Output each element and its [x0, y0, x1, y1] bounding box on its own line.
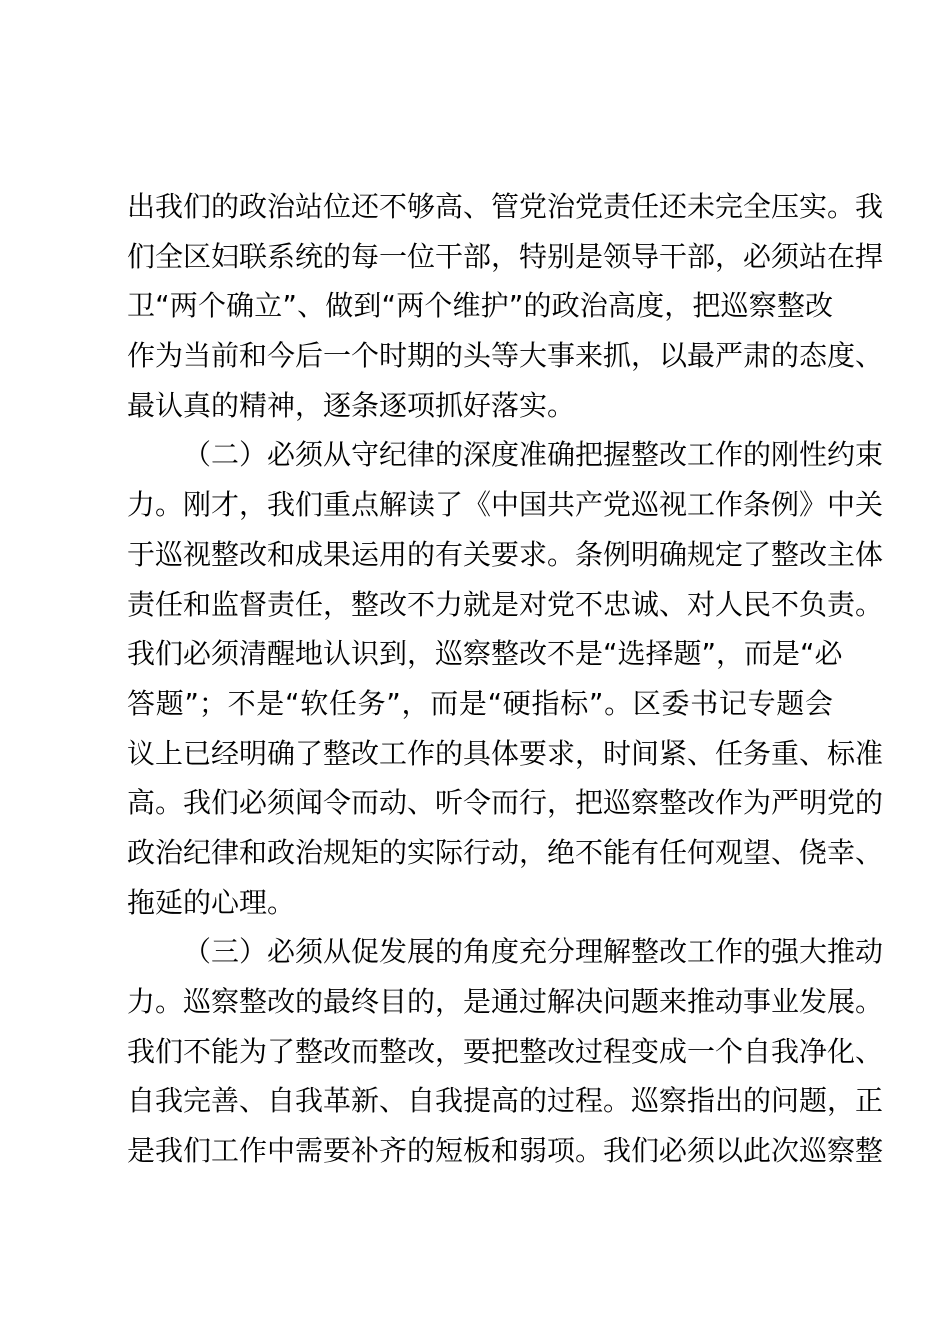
- text-line: 卫“两个确立”、做到“两个维护”的政治高度，把巡察整改: [127, 289, 833, 323]
- text-line: 高。我们必须闻令而动、听令而行，把巡察整改作为严明党的: [127, 786, 884, 820]
- text-line: 于巡视整改和成果运用的有关要求。条例明确规定了整改主体: [127, 537, 884, 571]
- text-line: 议上已经明确了整改工作的具体要求，时间紧、任务重、标准: [127, 736, 884, 770]
- paragraph: [127, 430, 884, 927]
- text-line: 最认真的精神，逐条逐项抓好落实。: [127, 388, 576, 422]
- text-line: 是我们工作中需要补齐的短板和弱项。我们必须以此次巡察整: [127, 1134, 884, 1168]
- text-line: 力。巡察整改的最终目的，是通过解决问题来推动事业发展。: [127, 985, 884, 1018]
- text-line: 作为当前和今后一个时期的头等大事来抓，以最严肃的态度、: [127, 339, 884, 373]
- document-body: [127, 182, 884, 1176]
- paragraph: [127, 927, 884, 1175]
- text-line: 我们不能为了整改而整改，要把整改过程变成一个自我净化、: [127, 1034, 884, 1068]
- paragraph: [127, 182, 884, 430]
- text-line: 出我们的政治站位还不够高、管党治党责任还未完全压实。我: [127, 190, 884, 223]
- text-line: 我们必须清醒地认识到，巡察整改不是“选择题”，而是“必: [127, 637, 843, 671]
- text-line: 拖延的心理。: [127, 885, 296, 919]
- text-line: 答题”；不是“软任务”，而是“硬指标”。区委书记专题会: [127, 686, 833, 720]
- text-line: 力。刚才，我们重点解读了《中国共产党巡视工作条例》中关: [127, 488, 884, 522]
- text-line: 政治纪律和政治规矩的实际行动，绝不能有任何观望、侥幸、: [127, 835, 884, 869]
- text-line: （三）必须从促发展的角度充分理解整改工作的强大推动: [183, 935, 884, 969]
- text-line: （二）必须从守纪律的深度准确把握整改工作的刚性约束: [183, 438, 884, 472]
- text-line: 责任和监督责任，整改不力就是对党不忠诚、对人民不负责。: [127, 587, 884, 621]
- text-line: 自我完善、自我革新、自我提高的过程。巡察指出的问题，正: [127, 1084, 884, 1118]
- text-line: 们全区妇联系统的每一位干部，特别是领导干部，必须站在捍: [127, 239, 884, 273]
